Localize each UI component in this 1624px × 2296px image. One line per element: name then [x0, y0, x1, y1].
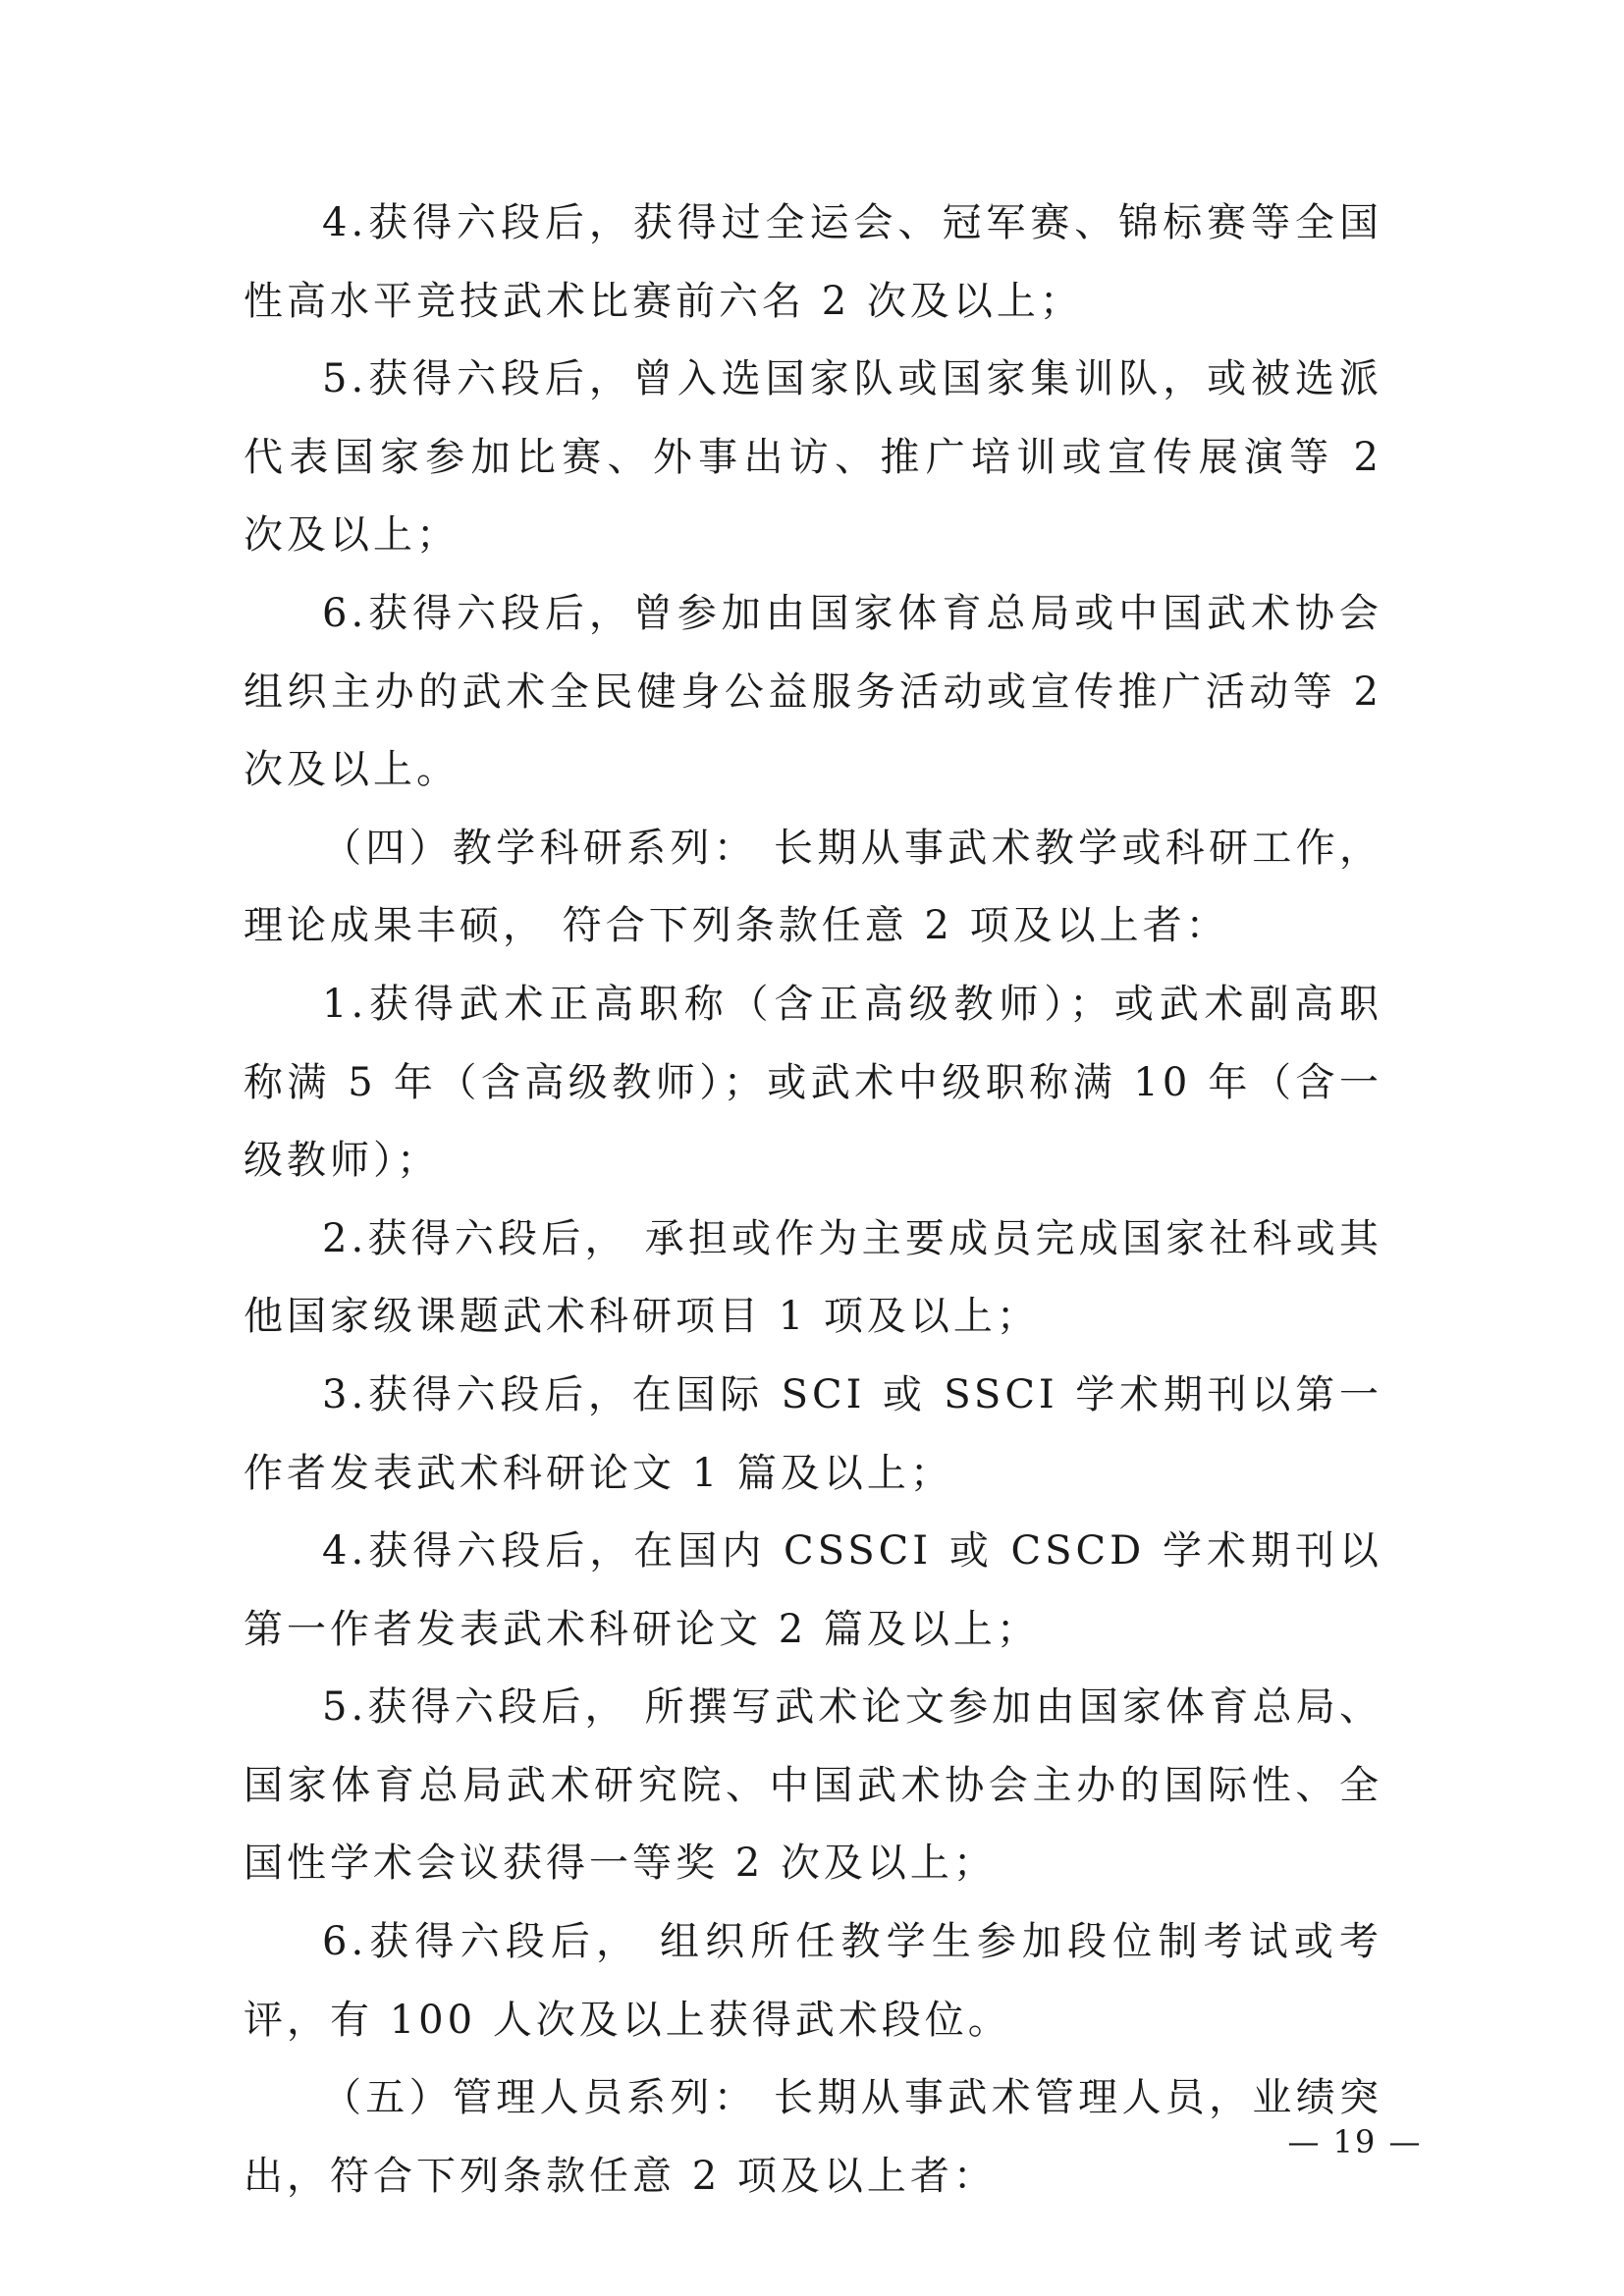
paragraph: 3.获得六段后，在国际 SCI 或 SSCI 学术期刊以第一作者发表武术科研论文 1 篇及以上；: [244, 1371, 1382, 1496]
paragraph: 6.获得六段后，曾参加由国家体育总局或中国武术协会组织主办的武术全民健身公益服务活动或宣传推广活动等 2 次及以上。: [244, 590, 1382, 793]
paragraph: 4.获得六段后，获得过全运会、冠军赛、锦标赛等全国性高水平竞技武术比赛前六名 2 次及以上；: [244, 200, 1382, 324]
paragraph: 6.获得六段后， 组织所任教学生参加段位制考试或考评，有 100 人次及以上获得武术段位。: [244, 1919, 1382, 2043]
page-number: — 19 —: [1287, 2123, 1423, 2161]
paragraph: 5.获得六段后， 所撰写武术论文参加由国家体育总局、国家体育总局武术研究院、中国武术协会主办的国际性、全国性学术会议获得一等奖 2 次及以上；: [244, 1684, 1382, 1887]
document-body: [244, 185, 1382, 2216]
paragraph: 2.获得六段后， 承担或作为主要成员完成国家社科或其他国家级课题武术科研项目 1 项及以上；: [244, 1215, 1382, 1340]
paragraph: 1.获得武术正高职称（含正高级教师）；或武术副高职称满 5 年（含高级教师）；或武术中级职称满 10 年（含一级教师）；: [244, 981, 1382, 1184]
paragraph: 5.获得六段后，曾入选国家队或国家集训队，或被选派代表国家参加比赛、外事出访、推广培训或宣传展演等 2 次及以上；: [244, 356, 1382, 559]
paragraph: 4.获得六段后，在国内 CSSCI 或 CSCD 学术期刊以第一作者发表武术科研论文 2 篇及以上；: [244, 1528, 1382, 1652]
section-heading-paragraph: （四）教学科研系列： 长期从事武术教学或科研工作， 理论成果丰硕， 符合下列条款任意 2 项及以上者：: [244, 825, 1382, 949]
section-heading-paragraph: （五）管理人员系列： 长期从事武术管理人员，业绩突出，符合下列条款任意 2 项及以上者：: [244, 2075, 1382, 2199]
